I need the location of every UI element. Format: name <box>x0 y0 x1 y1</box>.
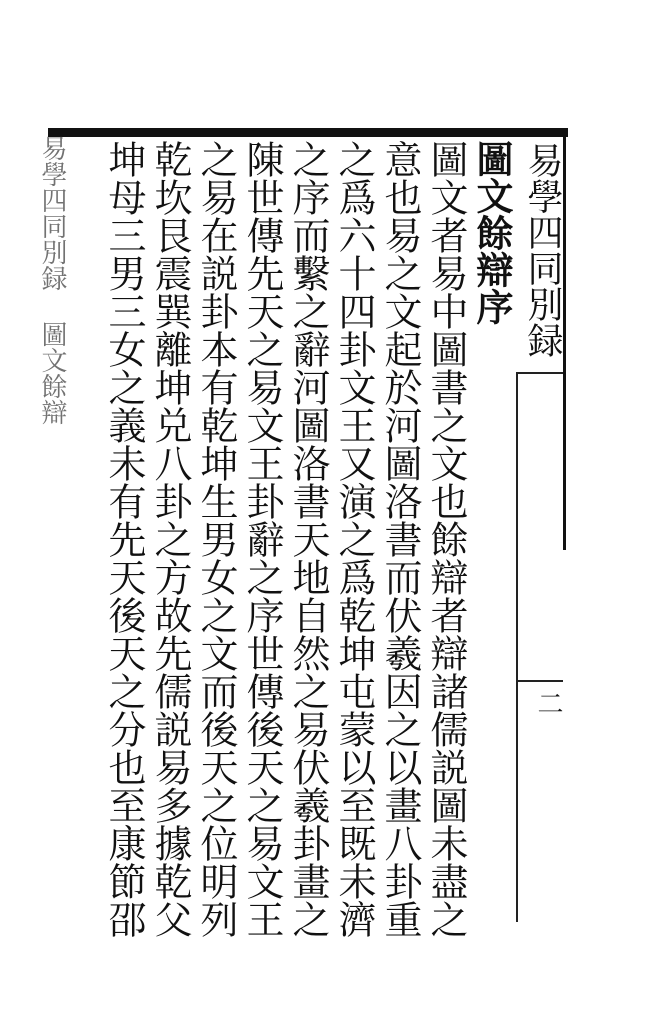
text-column-3: 之爲六十四卦文王又演之爲乾坤屯蒙以至既未濟 <box>332 140 376 938</box>
margin-title: 易學四同別録 <box>522 142 563 358</box>
fold-tick-upper <box>516 372 563 374</box>
text-column-8: 坤母三男三女之義未有先天後天之分也至康節邵 <box>102 140 146 938</box>
text-column-7: 乾坎艮震巽離坤兑八卦之方故先儒説易多據乾父 <box>148 140 192 938</box>
text-column-1: 圖文者易中圖書之文也餘辯者辯諸儒説圖未盡之 <box>424 140 468 938</box>
center-fold-line <box>516 372 518 922</box>
page-number: 二 <box>533 690 563 716</box>
top-border-rule <box>48 128 568 137</box>
text-column-6: 之易在説卦本有乾坤生男女之文而後天之位明列 <box>194 140 238 938</box>
spine-show-through-text: 易學四同別録 圖文餘辯 <box>37 135 67 425</box>
text-column-4: 之序而繫之辭河圖洛書天地自然之易伏羲卦畫之 <box>286 140 330 938</box>
fold-tick-lower <box>516 680 563 682</box>
text-column-2: 意也易之文起於河圖洛書而伏羲因之以畫八卦重 <box>378 140 422 938</box>
text-column-5: 陳世傳先天之易文王卦辭之序世傳後天之易文王 <box>240 140 284 938</box>
section-heading: 圖文餘辯序 <box>470 140 514 325</box>
